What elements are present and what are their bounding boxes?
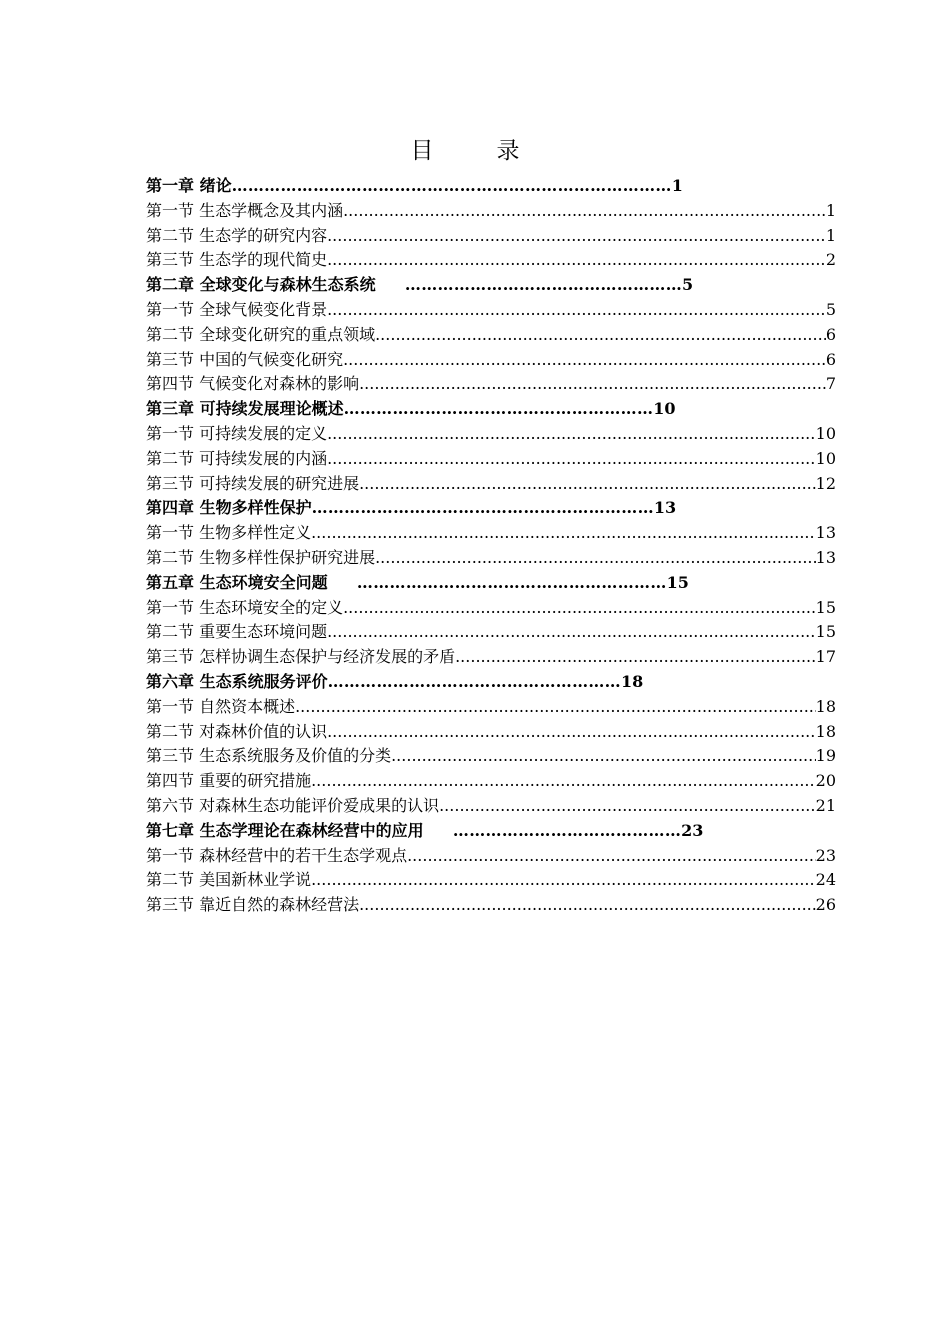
section-leader	[359, 372, 826, 397]
toc-section-row[interactable]	[146, 546, 836, 571]
chapter-label: 第六章 生态系统服务评价	[146, 671, 328, 691]
toc-chapter-row[interactable]	[146, 397, 836, 422]
section-page: 12	[815, 473, 836, 493]
section-label: 第二节 可持续发展的内涵	[146, 448, 328, 468]
section-label: 第六节 对森林生态功能评价爱成果的认识	[146, 795, 440, 815]
section-page: 15	[815, 622, 836, 642]
section-leader	[327, 422, 816, 447]
chapter-label: 第四章 生物多样性保护	[146, 498, 312, 518]
section-label: 第一节 生物多样性定义	[146, 523, 312, 543]
toc-chapter-row[interactable]	[146, 496, 836, 521]
toc-section-row[interactable]	[146, 596, 836, 621]
section-leader	[327, 248, 826, 273]
toc-section-row[interactable]	[146, 447, 836, 472]
toc-section-row[interactable]	[146, 298, 836, 323]
toc-chapter-row[interactable]	[146, 819, 836, 844]
section-leader	[343, 199, 826, 224]
section-page: 15	[815, 597, 836, 617]
section-leader	[391, 744, 816, 769]
chapter-label: 第三章 可持续发展理论概述	[146, 399, 344, 419]
table-of-contents	[146, 174, 836, 918]
section-label: 第一节 自然资本概述	[146, 696, 296, 716]
toc-section-row[interactable]	[146, 248, 836, 273]
toc-section-row[interactable]	[146, 645, 836, 670]
toc-chapter-row[interactable]	[146, 670, 836, 695]
section-page: 20	[815, 771, 836, 791]
section-leader	[343, 596, 816, 621]
chapter-leader: ………………………………………………………………………	[231, 176, 672, 195]
section-leader	[311, 769, 816, 794]
section-label: 第三节 中国的气候变化研究	[146, 349, 344, 369]
toc-section-row[interactable]	[146, 744, 836, 769]
toc-chapter-row[interactable]	[146, 273, 836, 298]
section-page: 19	[815, 746, 836, 766]
section-label: 第四节 重要的研究措施	[146, 771, 312, 791]
section-page: 10	[815, 448, 836, 468]
section-leader	[327, 447, 816, 472]
chapter-page: 13	[653, 498, 677, 518]
section-label: 第二节 生态学的研究内容	[146, 225, 328, 245]
chapter-page: 15	[666, 572, 689, 592]
section-label: 第三节 生态系统服务及价值的分类	[146, 746, 392, 766]
section-leader	[359, 893, 816, 918]
section-page: 13	[815, 523, 836, 543]
chapter-label: 第二章 全球变化与森林生态系统	[146, 275, 376, 295]
section-page: 24	[815, 870, 836, 890]
section-label: 第一节 全球气候变化背景	[146, 299, 328, 319]
toc-section-row[interactable]	[146, 224, 836, 249]
section-leader	[359, 472, 816, 497]
toc-section-row[interactable]	[146, 695, 836, 720]
section-label: 第一节 生态环境安全的定义	[146, 597, 344, 617]
toc-section-row[interactable]	[146, 844, 836, 869]
toc-section-row[interactable]	[146, 348, 836, 373]
section-leader	[311, 868, 816, 893]
section-label: 第三节 怎样协调生态保护与经济发展的矛盾	[146, 647, 456, 667]
section-leader	[439, 794, 816, 819]
chapter-label: 第七章 生态学理论在森林经营中的应用	[146, 820, 424, 840]
toc-title: 目 录	[410, 138, 540, 164]
section-leader	[407, 844, 816, 869]
section-label: 第二节 生物多样性保护研究进展	[146, 547, 376, 567]
chapter-page: 10	[653, 399, 676, 419]
toc-section-row[interactable]	[146, 868, 836, 893]
toc-section-row[interactable]	[146, 372, 836, 397]
section-page: 26	[815, 895, 836, 915]
section-label: 第三节 靠近自然的森林经营法	[146, 895, 360, 915]
toc-section-row[interactable]	[146, 794, 836, 819]
toc-section-row[interactable]	[146, 893, 836, 918]
toc-section-row[interactable]	[146, 323, 836, 348]
section-leader	[327, 620, 816, 645]
toc-section-row[interactable]	[146, 521, 836, 546]
section-label: 第三节 可持续发展的研究进展	[146, 473, 360, 493]
section-leader	[311, 521, 816, 546]
section-page: 23	[815, 845, 836, 865]
toc-section-row[interactable]	[146, 472, 836, 497]
section-label: 第二节 对森林价值的认识	[146, 721, 328, 741]
section-label: 第一节 生态学概念及其内涵	[146, 200, 344, 220]
section-leader	[327, 224, 826, 249]
chapter-leader: …………………………………………………	[327, 572, 667, 592]
chapter-page: 18	[620, 671, 644, 691]
chapter-label: 第五章 生态环境安全问题	[146, 572, 328, 592]
chapter-leader: ………………………………………………	[327, 671, 621, 691]
section-page: 18	[815, 696, 836, 716]
section-leader	[295, 695, 816, 720]
toc-section-row[interactable]	[146, 769, 836, 794]
chapter-leader: ………………………………………………………	[311, 498, 654, 518]
section-page: 17	[815, 647, 836, 667]
section-page: 10	[815, 423, 836, 443]
section-page: 21	[815, 795, 836, 815]
section-leader	[327, 298, 826, 323]
section-label: 第三节 生态学的现代简史	[146, 250, 328, 270]
toc-section-row[interactable]	[146, 199, 836, 224]
section-page: 5	[825, 299, 836, 319]
toc-section-row[interactable]	[146, 620, 836, 645]
section-page: 6	[825, 349, 836, 369]
toc-chapter-row[interactable]	[146, 571, 836, 596]
section-label: 第二节 重要生态环境问题	[146, 622, 328, 642]
section-leader	[343, 348, 826, 373]
toc-section-row[interactable]	[146, 720, 836, 745]
chapter-page: 23	[681, 820, 704, 840]
section-label: 第四节 气候变化对森林的影响	[146, 374, 360, 394]
section-page: 1	[825, 225, 836, 245]
chapter-label: 第一章 绪论	[146, 176, 232, 195]
section-page: 7	[825, 374, 836, 394]
chapter-leader: …………………………………………………	[343, 399, 654, 419]
section-page: 18	[815, 721, 836, 741]
section-label: 第一节 可持续发展的定义	[146, 423, 328, 443]
section-page: 13	[815, 547, 836, 567]
section-page: 1	[825, 200, 836, 220]
section-label: 第二节 美国新林业学说	[146, 870, 312, 890]
section-leader	[455, 645, 816, 670]
section-leader	[327, 720, 816, 745]
section-leader	[375, 546, 816, 571]
section-leader	[375, 323, 826, 348]
chapter-leader: ……………………………………………	[375, 275, 683, 295]
chapter-page: 5	[682, 275, 694, 295]
chapter-page: 1	[671, 176, 683, 195]
toc-section-row[interactable]	[146, 422, 836, 447]
chapter-leader: ……………………………………	[423, 820, 682, 840]
section-page: 6	[825, 324, 836, 344]
toc-chapter-row[interactable]	[146, 174, 836, 199]
section-label: 第一节 森林经营中的若干生态学观点	[146, 845, 408, 865]
section-label: 第二节 全球变化研究的重点领域	[146, 324, 376, 344]
section-page: 2	[825, 250, 836, 270]
